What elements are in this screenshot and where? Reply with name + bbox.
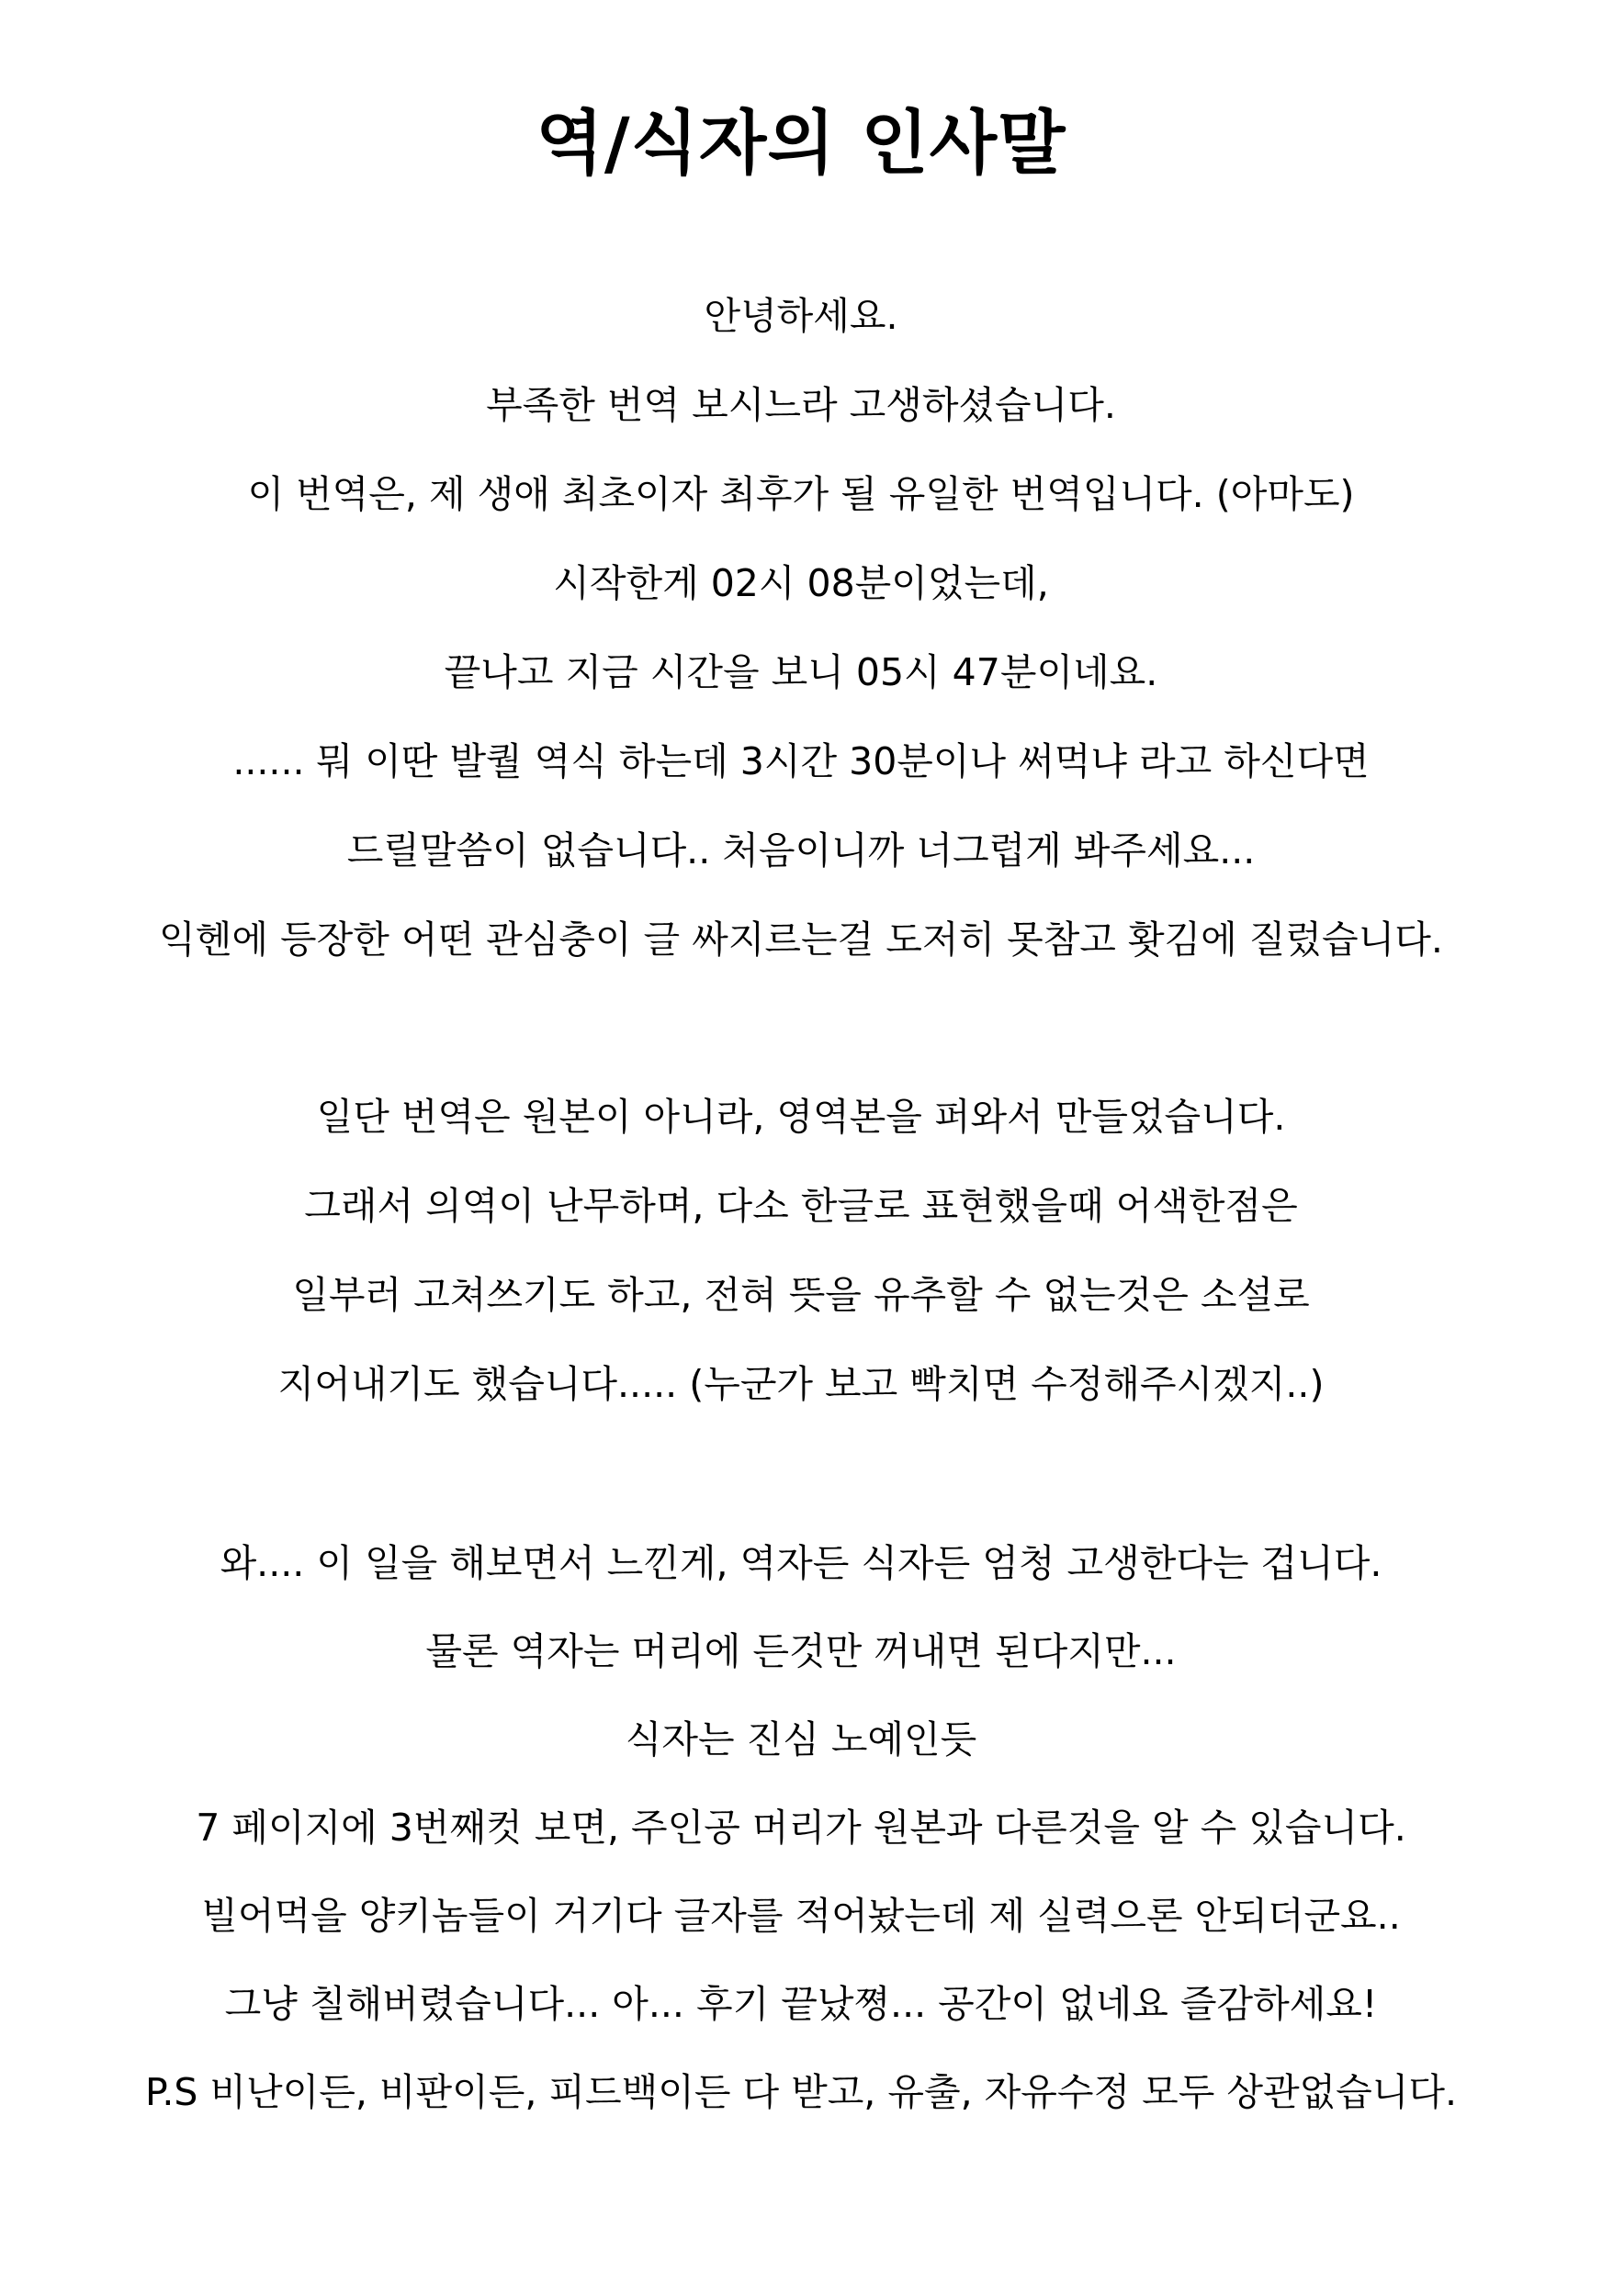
- paragraph-3-line-4: 7 페이지에 3번째컷 보면, 주인공 머리가 원본과 다른것을 알 수 있습니다.: [196, 1806, 1406, 1850]
- paragraph-3-line-7: P.S 비난이든, 비판이든, 피드백이든 다 받고, 유출, 자유수정 모두 상관없습니다.: [144, 2070, 1458, 2114]
- paragraph-2-line-2: 그래서 의역이 난무하며, 다소 한글로 표현했을때 어색한점은: [304, 1184, 1298, 1228]
- paragraph-3-line-6: 그냥 칠해버렸습니다... 아... 후기 끝났쪙... 공간이 없네요 즐감하세요!: [224, 1982, 1378, 2026]
- paragraph-2-line-4: 지어내기도 했습니다..... (누군가 보고 빡치면 수정해주시겠지..): [277, 1362, 1325, 1406]
- paragraph-3-line-3: 식자는 진심 노예인듯: [625, 1717, 977, 1761]
- paragraph-1-line-3: 이 번역은, 제 생애 최초이자 최후가 될 유일한 번역입니다. (아마도): [247, 472, 1355, 516]
- paragraph-1-line-4: 시작한게 02시 08분이었는데,: [553, 561, 1049, 605]
- paragraph-1-line-5: 끝나고 지금 시간을 보니 05시 47분이네요.: [444, 650, 1158, 694]
- paragraph-1-line-7: 드릴말씀이 없습니다.. 처음이니까 너그럽게 봐주세요...: [346, 828, 1256, 872]
- paragraph-1-line-1: 안녕하세요.: [704, 294, 898, 338]
- paragraph-3-line-5: 빌어먹을 양키놈들이 거기다 글자를 적어놨는데 제 실력으론 안되더군요..: [201, 1894, 1401, 1938]
- paragraph-2-line-3: 일부러 고쳐쓰기도 하고, 전혀 뜻을 유추할 수 없는것은 소설로: [292, 1273, 1310, 1317]
- page-title: 역/식자의 인사말: [536, 101, 1066, 184]
- paragraph-3-line-2: 물론 역자는 머리에 든것만 꺼내면 된다지만...: [425, 1629, 1177, 1673]
- paragraph-1-line-6: ...... 뭐 이딴 발퀄 역식 하는데 3시간 30분이나 써먹냐 라고 하신다면: [232, 739, 1370, 783]
- paragraph-3-line-1: 와.... 이 일을 해보면서 느낀게, 역자든 식자든 엄청 고생한다는 겁니다.: [220, 1541, 1382, 1585]
- paragraph-2-line-1: 일단 번역은 원본이 아니라, 영역본을 퍼와서 만들었습니다.: [316, 1095, 1286, 1139]
- paragraph-1-line-2: 부족한 번역 보시느라 고생하셨습니다.: [486, 383, 1116, 427]
- paragraph-1-line-8: 익헨에 등장한 어떤 관심충이 글 싸지르는걸 도저히 못참고 홧김에 질렀습니다.: [159, 917, 1443, 962]
